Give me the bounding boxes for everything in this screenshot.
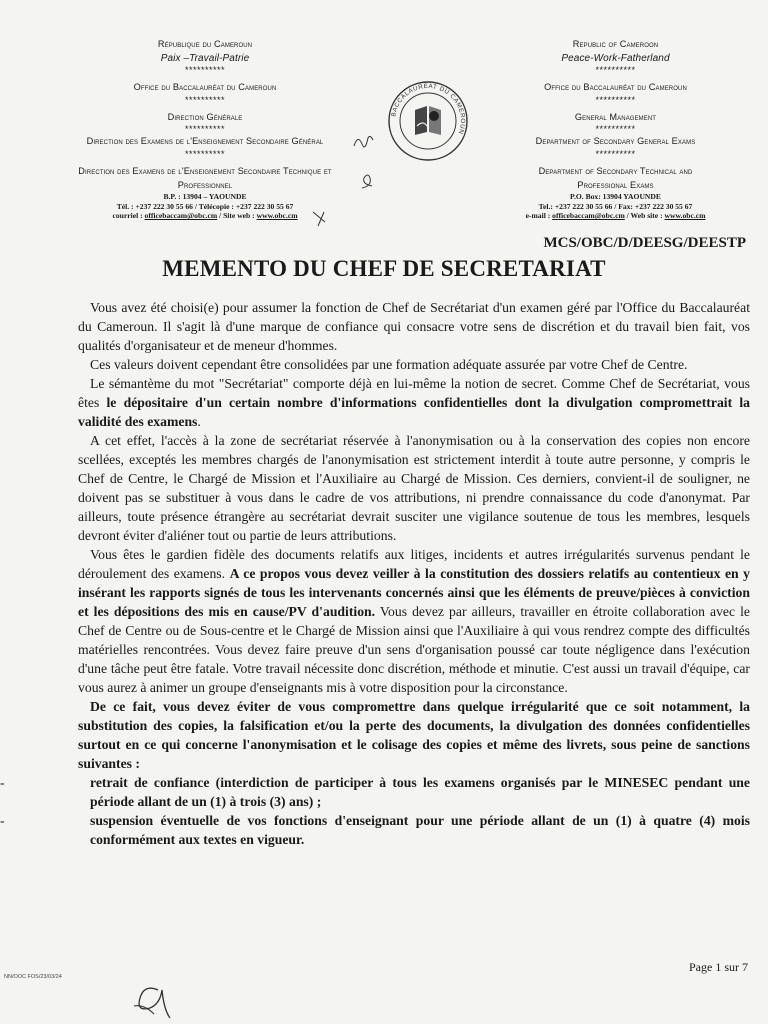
destp-fr-line1: Direction des Examens de l'Enseignement Secondaire Technique et: [78, 165, 332, 176]
page-number: Page 1 sur 7: [689, 960, 748, 974]
motto-fr: Paix –Travail-Patrie: [160, 52, 250, 64]
direction-fr: Direction Générale: [167, 111, 243, 122]
phone-en: Tel.: +237 222 30 55 66 / Fax: +237 222 30 55 67: [538, 201, 693, 211]
page-title: MEMENTO DU CHEF DE SECRETARIAT: [162, 256, 606, 281]
desg-en: Department of Secondary General Exams: [535, 136, 696, 147]
emphasis: le dépositaire d'un certain nombre d'informations confidentielles dont la divulgation compromettrait la validité des examens: [78, 395, 750, 429]
separator-stars: **********: [595, 94, 636, 105]
paragraph: Ces valeurs doivent cependant être consolidées par une formation adéquate assurée par votre Chef de Centre.: [90, 357, 688, 372]
email-web-fr: courriel : officebaccam@obc.cm / Site web : www.obc.cm: [112, 211, 298, 221]
separator-stars: **********: [184, 94, 226, 105]
document-reference: MCS/OBC/D/DEESG/DEESTP: [543, 235, 746, 251]
handwritten-mark-icon: [310, 208, 330, 228]
office-name-fr: Office du Baccalauréat du Cameroun: [133, 82, 277, 93]
paragraph: Vous êtes le gardien fidèle des documents relatifs aux litiges, incidents et autres irrégularités survenus pendant le déroulement des examens. A ce propos vous devez veiller à la constitution des dossiers relatifs au contentieux en y insérant les rapports signés de tous les intervenants concernés ainsi que les éléments de preuve/pièces à conviction et les dépositions des mis en cause/PV d'audition. Vous devez par ailleurs, travailler en étroite collaboration avec le Chef de Centre ou de Sous-centre et le Chargé de Mission ainsi que l'Auxiliaire à qui vous rendrez compte des difficultés matérielles rencontrées. Vous devez faire preuve d'un sens d'organisation poussé car toute négligence dans l'exécution d'une tâche peut être fatale. Votre travail nécessite donc discrétion, méthode et minutie. C'est aussi un travail d'équipe, car vous aurez à animer un groupe d'enseignants mis à votre disposition pour la circonstance.: [78, 547, 751, 695]
paragraph: A cet effet, l'accès à la zone de secrétariat réservée à l'anonymisation ou à la conservation des copies non encore scellées, exceptés les membres chargés de l'anonymisation est strictement interdit à toute autre personne, y compris le Chef de Centre, le Chargé de Mission et l'Auxiliaire au Chargé de Mission. Ces derniers, convient-il de souligner, ne doivent pas se substituer à vous dans le cadre de vos attributions, ni prendre connaissance du code d'anonymat. Par ailleurs, toute présence étrangère au secrétariat devrait susciter une vigilance soutenue de tous les membres, lesquels devront éviter d'aliéner tout ou partie de leurs attributions.: [78, 433, 750, 543]
separator-stars: **********: [595, 148, 636, 159]
website-link[interactable]: www.obc.cm: [256, 211, 298, 221]
destp-fr-line2: Professionnel: [177, 179, 233, 190]
separator-stars: **********: [595, 124, 636, 135]
phone-fr: Tél. : +237 222 30 55 66 / Télécopie : +237 222 30 55 67: [116, 201, 294, 211]
handwritten-initial-icon: [128, 976, 176, 1022]
handwritten-mark-icon: [352, 130, 376, 152]
separator-stars: **********: [184, 65, 226, 76]
sanctions-list: [78, 773, 750, 849]
desg-fr: Direction des Examens de l'Enseignement Secondaire Général: [86, 136, 324, 147]
header-right: [478, 38, 753, 221]
postal-box-fr: B.P. : 13904 – YAOUNDE: [163, 192, 247, 202]
destp-en-line1: Department of Secondary Technical and: [538, 165, 693, 176]
paragraph: Le sémantème du mot "Secrétariat" comporte déjà en lui-même la notion de secret. Comme Chef de Secrétariat, vous êtes le dépositaire d'un certain nombre d'informations confidentielles dont la divulgation compromettrait la validité des examens.: [78, 376, 750, 429]
emphasis: A ce propos vous devez veiller à la constitution des dossiers relatifs au contentieux en y insérant les rapports signés de tous les intervenants concernés ainsi que les éléments de preuve/pièces à conviction et les dépositions des mis en cause/PV d'audition.: [78, 566, 751, 619]
document-code: NN/OOC FOS/23/03/24: [4, 974, 62, 980]
email-web-en: e-mail : officebaccam@obc.cm / Web site : www.obc.cm: [525, 211, 706, 221]
list-item: - suspension éventuelle de vos fonctions d'enseignant pour une période allant de un (1) à quatre (4) mois conformément aux textes en vigueur.: [78, 811, 750, 849]
document-body: [78, 298, 750, 849]
email-link[interactable]: officebaccam@obc.cm: [144, 211, 218, 221]
handwritten-mark-icon: [358, 170, 382, 192]
postal-box-en: P.O. Box: 13904 YAOUNDE: [570, 192, 661, 202]
direction-en: General Management: [574, 111, 657, 122]
website-link[interactable]: www.obc.cm: [664, 211, 706, 221]
svg-text:BACCALAURÉAT DU CAMEROUN: [390, 83, 466, 135]
office-name-en: Office du Baccalauréat du Cameroun: [544, 82, 687, 93]
list-item: - retrait de confiance (interdiction de participer à tous les examens organisés par le MINESEC pendant une période allant de un (1) à trois (3) ans) ;: [78, 773, 750, 811]
emphasis: De ce fait, vous devez éviter de vous compromettre dans quelque irrégularité que ce soit notamment, la substitution des copies, la falsification et/ou la perte des documents, la divulgation des données confidentielles surtout en ce qui concerne l'anonymisation et le colisage des copies et même des livrets, sous peine de sanctions suivantes :: [78, 699, 750, 771]
seal-icon: [387, 80, 469, 162]
paragraph: Vous avez été choisi(e) pour assumer la fonction de Chef de Secrétariat d'un examen géré par l'Office du Baccalauréat du Cameroun. Il s'agit là d'une marque de confiance qui consacre votre sens de discrétion et du travail bien fait, vos qualités d'organisateur et de meneur d'hommes.: [78, 300, 750, 353]
country-name-en: Republic of Cameroon: [572, 39, 659, 49]
separator-stars: **********: [184, 124, 226, 135]
motto-en: Peace-Work-Fatherland: [561, 52, 670, 64]
seal-ring-text: BACCALAURÉAT DU CAMEROUN: [390, 82, 467, 136]
header-left: [20, 38, 390, 221]
country-name-fr: République du Cameroun: [157, 39, 253, 49]
destp-en-line2: Professional Exams: [577, 179, 654, 190]
separator-stars: **********: [184, 148, 226, 159]
paragraph: [78, 697, 750, 773]
email-link[interactable]: officebaccam@obc.cm: [552, 211, 625, 221]
separator-stars: **********: [595, 65, 636, 76]
